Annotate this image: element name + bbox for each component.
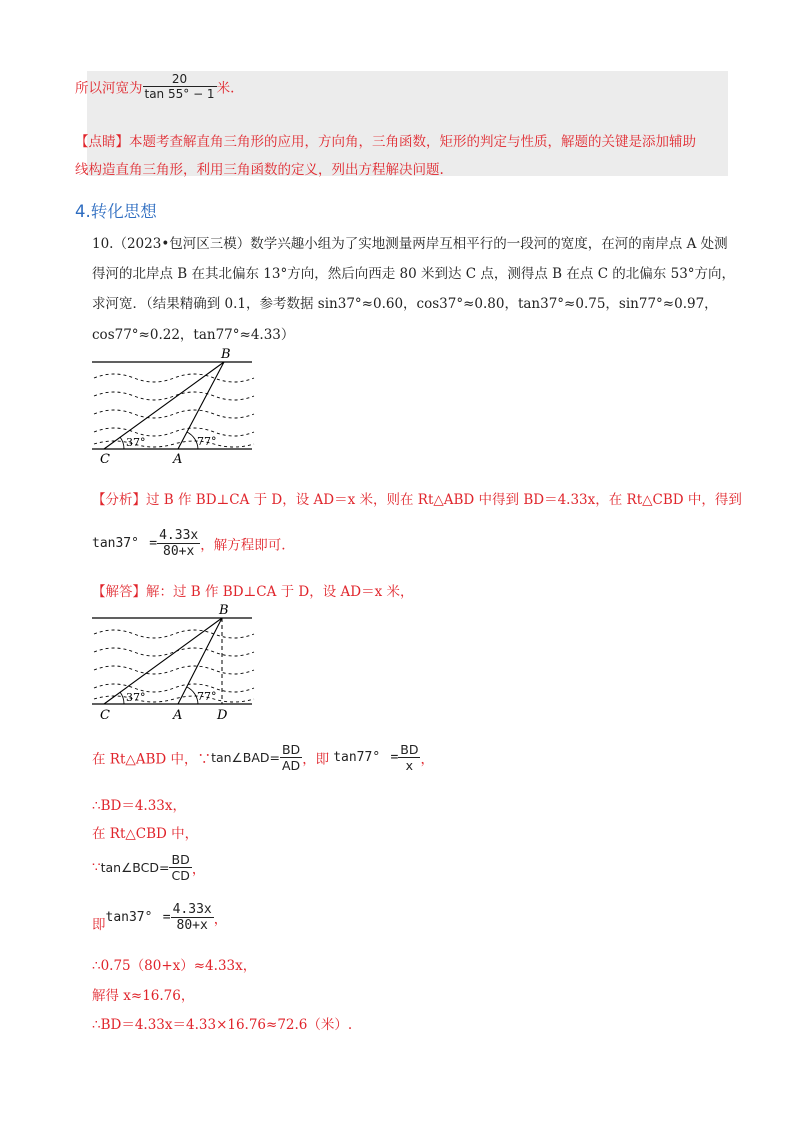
step5-tan37: tan37°	[105, 910, 153, 925]
result-fraction	[143, 72, 217, 101]
solution-step-4	[92, 852, 205, 883]
analysis-text: 过 B 作 BD⊥CA 于 D，设 AD＝x 米，则在 Rt△ABD 中得到 BD＝4.33x，在 Rt△CBD 中，得到	[146, 492, 742, 508]
analysis-fraction-denominator: 80+x	[157, 543, 200, 559]
answer-intro	[92, 580, 414, 600]
step1-fraction2-numerator: BD	[400, 742, 419, 757]
point-D-label: D	[217, 708, 228, 723]
dianjing-text1: 本题考查解直角三角形的应用，方向角，三角函数，矩形的判定与性质，解题的关键是添加辅助	[129, 134, 696, 150]
problem-line-1: 10.（2023•包河区三模）数学兴趣小组为了实地测量两岸互相平行的一段河的宽度，在河的南岸点 A 处测	[92, 236, 728, 252]
step1-equals: =	[390, 750, 399, 765]
step4-tan-bcd: tan∠BCD=	[100, 860, 170, 875]
step4-fraction-numerator: BD	[171, 852, 190, 867]
dianjing-tag: 【点睛】	[75, 134, 129, 150]
fraction-numerator: 20	[171, 72, 188, 86]
point-C-label: C	[100, 452, 110, 466]
solution-step-3: 在 Rt△CBD 中，	[92, 826, 199, 842]
solution-step-6: ∴0.75（80+x）≈4.33x，	[92, 958, 257, 974]
analysis-fraction-numerator: 4.33x	[159, 528, 199, 543]
step1-fraction-2	[398, 742, 420, 773]
answer-intro-text: 解：过 B 作 BD⊥CA 于 D，设 AD＝x 米，	[146, 584, 414, 600]
analysis-tag: 【分析】	[92, 492, 146, 508]
analysis-equation	[92, 528, 286, 559]
analysis-fraction	[157, 528, 200, 559]
analysis-tail: ，解方程即可.	[200, 537, 286, 554]
point-A-label: A	[173, 708, 183, 723]
river-waves	[94, 374, 254, 447]
result-prefix: 所以河宽为	[75, 80, 143, 97]
step5-end: ，	[213, 911, 228, 928]
problem-line-3: 求河宽．（结果精确到 0.1，参考数据 sin37°≈0.60，cos37°≈0.80，tan37°≈0.75，sin77°≈0.97，	[92, 296, 718, 312]
solution-step-8: ∴BD＝4.33x＝4.33×16.76≈72.6（米）.	[92, 1017, 353, 1033]
point-B-label: B	[219, 603, 229, 618]
step4-fraction	[169, 852, 191, 883]
step5-fraction-numerator: 4.33x	[172, 902, 212, 917]
solution-step-7: 解得 x≈16.76，	[92, 988, 195, 1004]
step1-tan-bad: tan∠BAD=	[211, 750, 280, 765]
step1-fraction-denominator: AD	[280, 757, 302, 773]
dianjing-line1	[75, 130, 696, 150]
step5-ji: 即	[92, 917, 106, 933]
result-suffix: 米.	[216, 80, 235, 97]
solution-step-1	[92, 742, 434, 773]
step1-prefix: 在 Rt△ABD 中，∵	[92, 751, 212, 768]
angle-C-arc	[120, 437, 124, 449]
point-C-label: C	[100, 708, 110, 723]
point-A-label: A	[173, 452, 183, 466]
step5-fraction	[171, 902, 214, 933]
because-symbol: ∵	[92, 859, 101, 876]
answer-tag: 【解答】	[92, 584, 146, 600]
step4-fraction-denominator: CD	[171, 868, 190, 883]
step5-equals: =	[162, 910, 171, 925]
river-waves	[94, 630, 254, 702]
analysis-line-1	[92, 488, 742, 508]
river-figure-1	[86, 346, 261, 466]
problem-line-2: 得河的北岸点 B 在其北偏东 13°方向，然后向西走 80 米到达 C 点，测得点 B 在点 C 的北偏东 53°方向，	[92, 266, 736, 282]
step1-ji: ，即	[302, 751, 330, 768]
point-B-label: B	[221, 347, 231, 362]
step1-fraction	[280, 742, 302, 773]
problem-line-4: cos77°≈0.22，tan77°≈4.33）	[92, 327, 295, 343]
angle-C-label: 37°	[126, 691, 146, 704]
fraction-denominator: tan 55° − 1	[144, 87, 215, 101]
section-title: 4.转化思想	[75, 202, 157, 221]
step1-fraction-numerator: BD	[281, 742, 301, 757]
river-width-result	[75, 72, 234, 101]
angle-A-label: 77°	[197, 690, 217, 703]
tan37-label: tan37°	[92, 536, 139, 551]
angle-A-label: 77°	[197, 435, 217, 448]
solution-step-2: ∴BD＝4.33x，	[92, 798, 187, 814]
dianjing-line2: 线构造直角三角形，利用三角函数的定义，列出方程解决问题.	[75, 162, 444, 178]
equals-sign: =	[149, 536, 158, 551]
angle-C-label: 37°	[126, 436, 146, 449]
step5-fraction-denominator: 80+x	[171, 917, 214, 933]
step1-end: ，	[420, 751, 434, 768]
step4-end: ，	[191, 861, 206, 878]
solution-step-5	[92, 902, 227, 933]
river-figure-2	[86, 600, 261, 725]
angle-C-arc	[120, 692, 124, 704]
step1-tan77: tan77°	[333, 750, 381, 765]
step1-fraction2-denominator: x	[398, 757, 420, 773]
